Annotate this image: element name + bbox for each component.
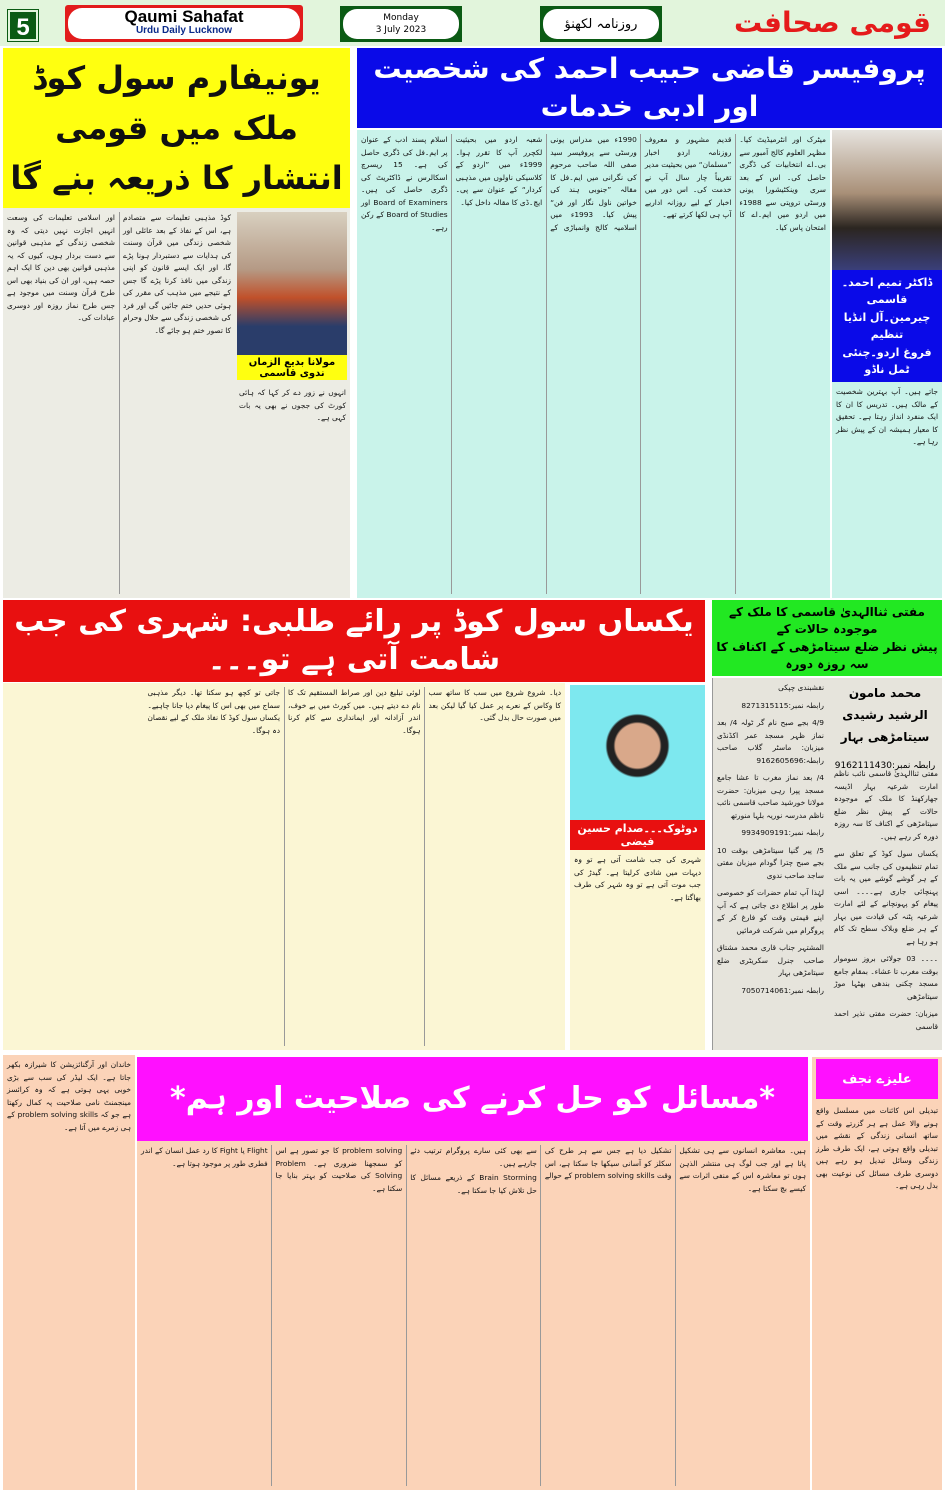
paragraph: لوئی تبلیغ دین اور صراط المستقیم تک کا نام دے دیتے ہیں۔ میں کورٹ میں بے خوف، اندر آزادانہ اور ایمانداری سے کام کرنا ہوگا۔ (288, 688, 421, 735)
caption-line: ڈاکٹر تمیم احمد۔قاسمی (841, 276, 933, 307)
paragraph: تبدیلی اس کائنات میں مسلسل واقع ہونے والا عمل ہے ہر گزرتے وقت کے ساتھ انسانی زندگی کے نقشے میں تبدیلی واقع ہوتی ہے، ایک طرف طرز زندگی وسائل تبدیل ہو رہے ہیں دوسری طرف مسائل کی نوعیت بھی بدل رہی ہے۔ (816, 1106, 938, 1190)
headline-ucc-opinion: یکساں سول کوڈ پر رائے طلبی: شہری کی جب شامت آتی ہے تو۔۔۔ (3, 600, 705, 682)
date-box (340, 6, 462, 42)
paragraph: کوڈ مذہبی تعلیمات سے متصادم ہے، اس کے نفاذ کے بعد عائلی اور شخصی زندگی میں قرآن وسنت کی ہدایات سے دستبردار ہونا پڑے گا، اور ایک ایسے قانون کو اپنی زندگی میں نافذ کرنا پڑے گا جس کے نتیجے میں مذہب کی مقرر کی ہوئی حدیں ختم جائیں گی اور فرد کی شخصی زندگی سے حلال وحرام کا تصور ختم ہو جائے گا۔ (123, 213, 231, 335)
brand-tagline: Urdu Daily Lucknow (135, 25, 233, 36)
contact-number: رابطہ نمبر:9162111430 (834, 761, 936, 771)
paragraph: انہوں نے زور دے کر کہا کہ ہائی کورٹ کی ججوں نے بھی یہ بات کہی ہے۔ (239, 388, 346, 422)
logo-urdu: قومی صحافت (733, 6, 932, 39)
article-body (357, 130, 830, 598)
paragraph: 1990ء میں مدراس یونی ورسٹی سے پروفیسر سید صفی اللہ صاحب مرحوم کی نگرانی میں ایم۔فل کا مقالہ ”جنوبی ہند کی خواتین ناول نگار اور فن“ پیش کیا۔ 1993ء میں اسلامیہ کالج وانمباڑی کے شعبہ اردو میں بحیثیت لکچرر آپ کا تقرر ہوا۔ 1999ء میں ”اردو کے کلاسیکی ناولوں میں مذہبی کردار“ کے عنوان سے پی۔ایچ۔ڈی کا مقالہ داخل کیا۔ (455, 135, 637, 232)
paragraph: تشکیل دیا ہے جس سے ہر طرح کی سکلز کو آسانی سیکھا جا سکتا ہے، اس وقت problem solving skills کے حوالے سے بھی کئی سارے پروگرام ترتیب دئے جارہے ہیں۔ (410, 1146, 672, 1180)
paragraph: problem solving کا جو تصور ہے اس کو سمجھنا ضروری ہے۔ Problem Solving کی صلاحیت کو بہتر بنایا جا سکتا ہے۔ (275, 1146, 403, 1193)
brand-name: Qaumi Sahafat (124, 7, 244, 26)
paragraph: رابطہ نمبر:9934909191 (741, 828, 824, 837)
photo-caption: مولانا بدیع الزماں ندوی قاسمی (237, 355, 347, 380)
paragraph: ہیں۔ معاشرہ انسانوں سے ہی تشکیل پاتا ہے اور جب لوگ ہی منتشر الذہن ہوں تو معاشرہ اس کے منفی اثرات سے کیسے بچ سکتا ہے۔ (679, 1146, 806, 1193)
paragraph: مفتی ثناالہدیٰ قاسمی نائب ناظم امارت شرعیہ بہار اڈیسہ جھارکھنڈ کا ملک کے موجودہ حالات کے پیش نظر ضلع سیتامڑھی کے اکناف کا سہ روزہ دورہ کر رہے ہیں۔ (834, 769, 938, 841)
author-photo (832, 130, 942, 270)
paragraph: 4/ بعد نماز مغرب تا عشا جامع مسجد پپرا رہی میزبان: حضرت مولانا خورشید صاحب قاسمی نائب ناظم مدرسہ نوریہ بلہا منورتھ (717, 773, 824, 820)
article-body-continued (3, 1055, 135, 1490)
paragraph: دیا۔ شروع شروع میں سب کا ساتھ سب کا وکاس کے نعرے پر عمل کیا گیا لیکن بعد میں صورت حال بدل گئی۔ (428, 688, 561, 722)
day: Monday (383, 13, 419, 23)
article-body-intro (812, 1101, 942, 1490)
paragraph: المشتہر جناب قاری محمد مشتاق صاحب جنرل سکریٹری ضلع سیتامڑھی بہار (717, 943, 824, 977)
article-body (3, 208, 235, 598)
rozname-label: روزنامہ لکھنؤ (543, 9, 659, 39)
headline-line: مفتی ثناالہدیٰ قاسمی کا ملک کے موجودہ حالات کے (729, 604, 925, 636)
location: سیتامڑھی بہار (840, 730, 930, 744)
paragraph: میزبان: حضرت مفتی نذیر احمد قاسمی (834, 1009, 938, 1031)
article-body-continued (570, 850, 705, 1050)
article-body-continued (832, 382, 942, 598)
caption-line: فروغ اردو۔چنئی ٹمل ناڈو (842, 345, 932, 376)
paragraph: شہری کی جب شامت آتی ہے تو وہ دیہات میں شادی کرلیتا ہے۔ گیدڑ کی جب موت آتی ہے تو وہ شہر کی طرف بھاگتا ہے۔ (574, 855, 701, 902)
sidebar-right-column (830, 764, 942, 1050)
author-photo (570, 685, 705, 820)
photo-caption (832, 270, 942, 382)
paragraph: قدیم مشہور و معروف روزنامہ اردو اخبار ”مسلمان“ میں بحیثیت مدیر تقریباً چار سال آپ نے خدمت کی۔ اس دور میں اخبار کے لیے روزانہ اداریے آپ ہی لکھا کرتے تھے۔ (644, 135, 732, 219)
article4-first-column (812, 1057, 942, 1490)
paragraph: جاتی تو کچھ ہو سکتا تھا۔ دیگر مذہبی سماج میں بھی اس کا پیغام دیا جانا چاہیے۔ یکساں سول کوڈ کا نفاذ ملک کے لیے نقصان دہ ہوگا۔ (147, 688, 280, 735)
rozname-box (540, 6, 662, 42)
headline-line: پیش نظر ضلع سیتامڑھی کے اکناف کا سہ روزہ دورہ (716, 639, 938, 671)
paragraph: یکساں سول کوڈ کے تعلق سے تمام تنظیموں کی جانب سے ملک کے ہر گوشے گوشے میں یہ بات پہنچائی جاری ہے۔۔۔۔ اسی پیغام کو پہونچانے کے لئے امارت شرعیہ پٹنہ کی قیادت میں بہار کے ہر ضلع وبلاک سطح تک کام ہو رہا ہے (834, 849, 938, 946)
paragraph: رابطہ نمبر:8271315115 (741, 700, 824, 710)
paragraph: ۔۔۔۔ 03 جولائی بروز سوموار بوقت مغرب تا عشاء۔ بمقام جامع مسجد چکنی بندھی بھٹہا موڑ سیتامڑھی (834, 954, 938, 1001)
paragraph: خاندان اور آرگنائزیشن کا شیرازہ بکھر جاتا ہے۔ ایک لیڈر کی سب سے بڑی خوبی یہی ہوتی ہے کہ وہ کرائسز مینجمنٹ نامی صلاحیت پہ کمال رکھتا ہے جو کہ problem solving skills کے ہی زمرے میں آتا ہے۔ (7, 1060, 132, 1132)
paragraph: 4/9 بجے صبح نام گر ٹولہ 4/ بعد نماز ظہر مسجد عمر اکڈنڈی میزبان: ماسٹر گلاب صاحب رابطہ:9162605696 (717, 718, 825, 765)
author-name: محمد مامون الرشید رشیدی (842, 686, 928, 722)
paragraph: رابطہ نمبر:7050714061 (741, 985, 824, 995)
photo-caption: دوٹوک۔۔۔صدام حسین فیضی (570, 820, 705, 850)
paragraph: اور اسلامی تعلیمات کی وسعت انہیں اجازت نہیں دیتی کہ وہ شخصی زندگی کے مذہبی قوانین سے دست بردار ہوں، کیوں کہ یہ مذہبی قوانین بھی دین کا ایک اہم حصہ ہیں، اور ان کی بنیاد بھی اس طرح قرآن وسنت میں موجود ہے جس طرح نماز روزہ اور دوسری عبادات کی۔ (7, 213, 115, 322)
sidebar-left-column (712, 678, 828, 1050)
headline-ucc-national-disorder: یونیفارم سول کوڈ ملک میں قومی انتشار کا ذریعہ بنے گا (3, 48, 350, 208)
paragraph: جاتے ہیں۔ آپ بہترین شخصیت کے مالک ہیں۔ تدریس کا ان کا ایک منفرد انداز رہتا ہے۔ تحقیق کا معیار ہمیشہ ان کے پیش نظر رہا ہے۔ (836, 387, 938, 446)
headline-problem-solving: *مسائل کو حل کرنے کی صلاحیت اور ہم* (137, 1057, 808, 1141)
article-body (3, 683, 565, 1050)
paragraph: میٹرک اور انٹرمیڈیٹ کیا۔ مظہر العلوم کالج آمبور سے بی۔اے انتخابیات کی ڈگری حاصل کی۔ اس کے بعد سری وینکٹیشورا یونی ورسٹی تروپتی سے 1988ء میں اردو میں ایم۔اے کا امتحان پاس کیا۔ (739, 135, 826, 232)
brand-box (65, 5, 303, 42)
headline-professor-qazi: پروفیسر قاضی حبیب احمد کی شخصیت اور ادبی خدمات (357, 48, 942, 128)
paragraph: نقشبندی چپکی (778, 683, 824, 692)
sidebar-article (712, 678, 942, 1050)
masthead (0, 0, 945, 46)
paragraph: لہٰذا آپ تمام حضرات کو خصوصی طور پر اطلاع دی جاتی ہے کہ آپ اپنے قیمتی وقت کو فارغ کر کے پروگرام میں شرکت فرمائیں (717, 888, 824, 935)
byline (830, 682, 940, 776)
sidebar-headline-box (712, 600, 942, 676)
author-label: علیزے نجف (816, 1059, 938, 1099)
author-photo (237, 212, 347, 355)
caption-line: چیرمین۔آل انڈیا تنظیم (843, 310, 931, 341)
paragraph: Flight یا Fight کا رد عمل انسان کے اندر فطری طور پر موجود ہوتا ہے۔ (141, 1146, 268, 1168)
article-body (137, 1141, 810, 1490)
date: 3 July 2023 (375, 25, 427, 35)
article-ucc (3, 208, 350, 598)
article-body-continued (235, 383, 350, 598)
paragraph: Brain Storming کے ذریعے مسائل کا حل تلاش کیا جا سکتا ہے۔ (410, 1173, 537, 1195)
page-number: 5 (8, 10, 38, 41)
paragraph: 5/ پیر گنیا سیتامڑھی بوقت 10 بجے صبح چترا گودام میزبان مفتی ساجد صاحب ندوی (717, 845, 824, 880)
paragraph: اسلام پسند ادب کے عنوان پر ایم۔فل کی ڈگری حاصل کی ہے۔ 15 ریسرچ اسکالرس نے ڈاکٹریٹ کی ڈگری حاصل کی ہیں۔ Board of Examiners اور Board of Studies کے رکن رہے۔ (361, 135, 448, 232)
